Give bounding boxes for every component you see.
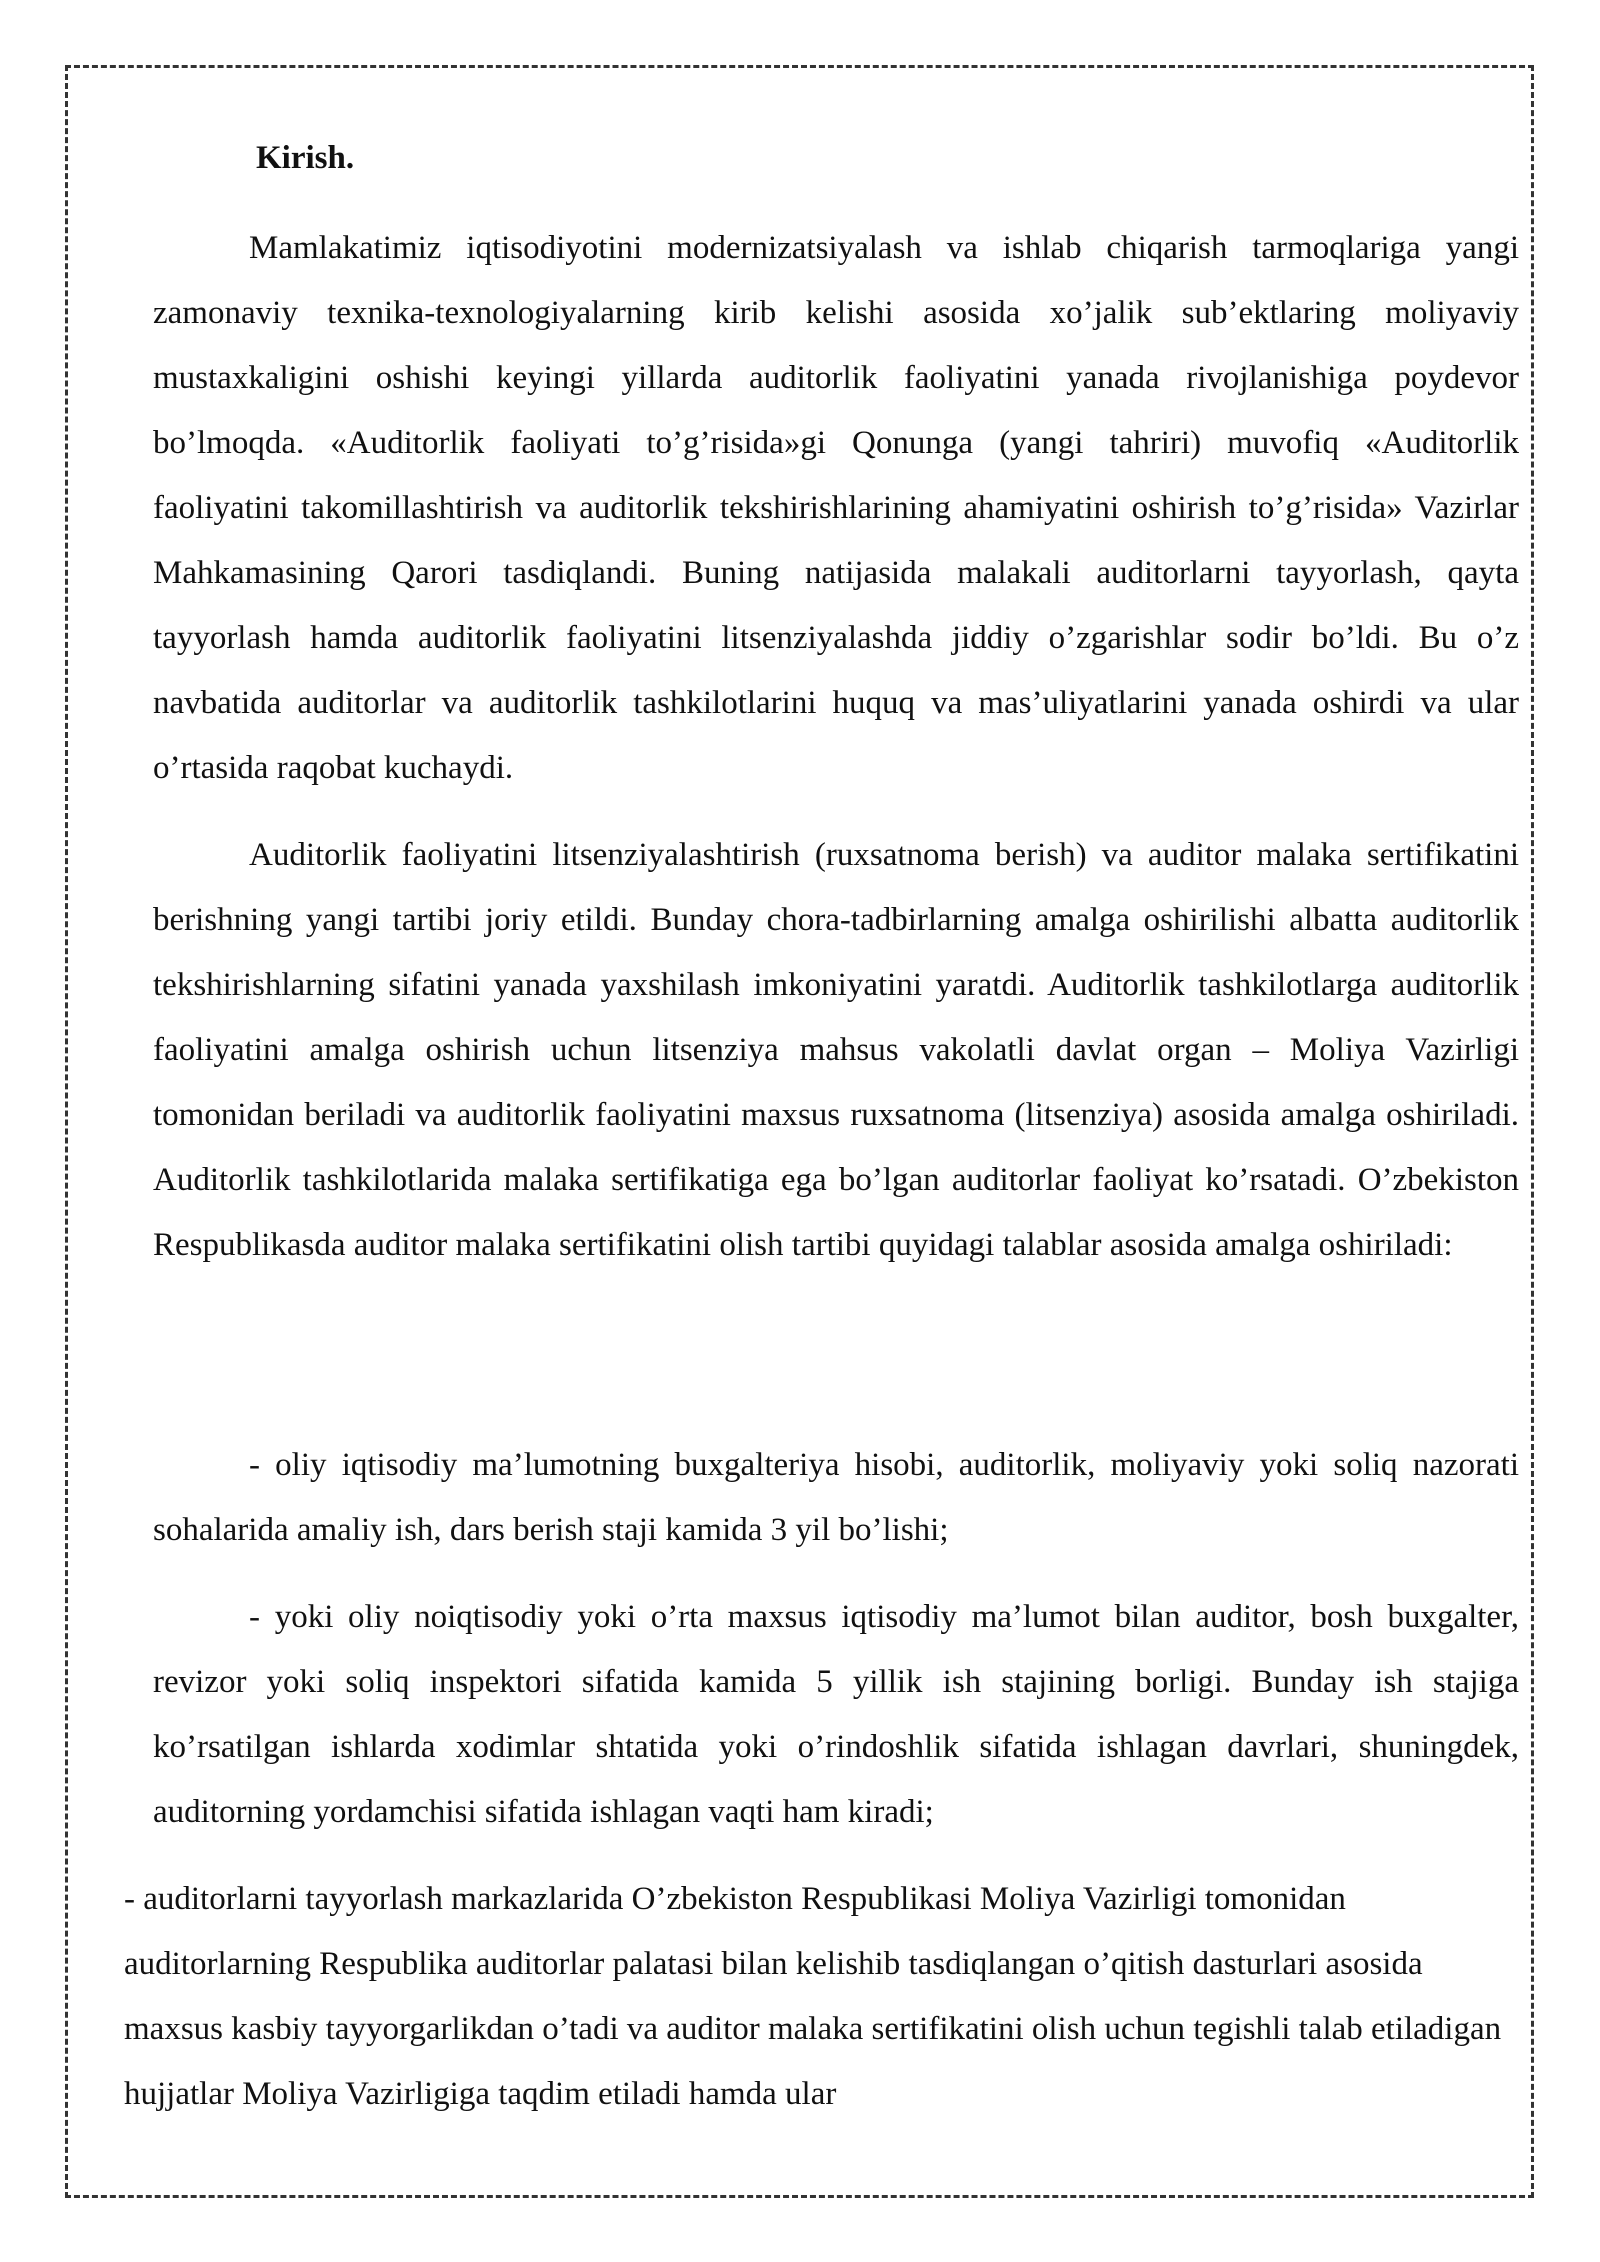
paragraph-requirement-3: - auditorlarni tayyorlash markazlarida O’zbekiston Respublikasi Moliya Vazirligi tomonidan auditorlarning Respublika auditorlar palatasi bilan kelishib tasdiqlangan o’qitish dasturlari asosida maxsus kasbiy tayyorgarlikdan o’tadi va auditor malaka sertifikatini olish uchun tegishli talab etiladigan hujjatlar Moliya Vazirligiga taqdim etiladi hamda ular <box>124 1881 1502 2112</box>
paragraph-requirement-2: - yoki oliy noiqtisodiy yoki o’rta maxsus iqtisodiy ma’lumot bilan auditor, bosh buxgalter, revizor yoki soliq inspektori sifatida kamida 5 yillik ish stajining borligi. Bunday ish stajiga ko’rsatilgan ishlarda xodimlar shtatida yoki o’rindoshlik sifatida ishlagan davrlari, shuningdek, auditorning yordamchisi sifatida ishlagan vaqti ham kiradi; <box>153 1599 1519 1830</box>
paragraph-licensing: Auditorlik faoliyatini litsenziyalashtirish (ruxsatnoma berish) va auditor malaka sertifikatini berishning yangi tartibi joriy etildi. Bunday chora-tadbirlarning amalga oshirilishi albatta auditorlik tekshirishlarning sifatini yanada yaxshilash imkoniyatini yaratdi. Auditorlik tashkilotlarga auditorlik faoliyatini amalga oshirish uchun litsenziya mahsus vakolatli davlat organ – Moliya Vazirligi tomonidan beriladi va auditorlik faoliyatini maxsus ruxsatnoma (litsenziya) asosida amalga oshiriladi. Auditorlik tashkilotlarida malaka sertifikatiga ega bo’lgan auditorlar faoliyat ko’rsatadi. O’zbekiston Respublikasda auditor malaka sertifikatini olish tartibi quyidagi talablar asosida amalga oshiriladi: <box>153 837 1519 1263</box>
paragraph-intro: Mamlakatimiz iqtisodiyotini modernizatsiyalash va ishlab chiqarish tarmoqlariga yangi zamonaviy texnika-texnologiyalarning kirib kelishi asosida xo’jalik sub’ektlaring moliyaviy mustaxkaligini oshishi keyingi yillarda auditorlik faoliyatini yanada rivojlanishiga poydevor bo’lmoqda. «Auditorlik faoliyati to’g’risida»gi Qonunga (yangi tahriri) muvofiq «Auditorlik faoliyatini takomillashtirish va auditorlik tekshirishlarining ahamiyatini oshirish to’g’risida» Vazirlar Mahkamasining Qarori tasdiqlandi. Buning natijasida malakali auditorlarni tayyorlash, qayta tayyorlash hamda auditorlik faoliyatini litsenziyalashda jiddiy o’zgarishlar sodir bo’ldi. Bu o’z navbatida auditorlar va auditorlik tashkilotlarini huquq va mas’uliyatlarini yanada oshirdi va ular o’rtasida raqobat kuchaydi. <box>153 230 1519 786</box>
paragraph-requirement-1: - oliy iqtisodiy ma’lumotning buxgalteriya hisobi, auditorlik, moliyaviy yoki soliq nazorati sohalarida amaliy ish, dars berish staji kamida 3 yil bo’lishi; <box>153 1447 1519 1548</box>
page-heading: Kirish. <box>256 140 355 176</box>
